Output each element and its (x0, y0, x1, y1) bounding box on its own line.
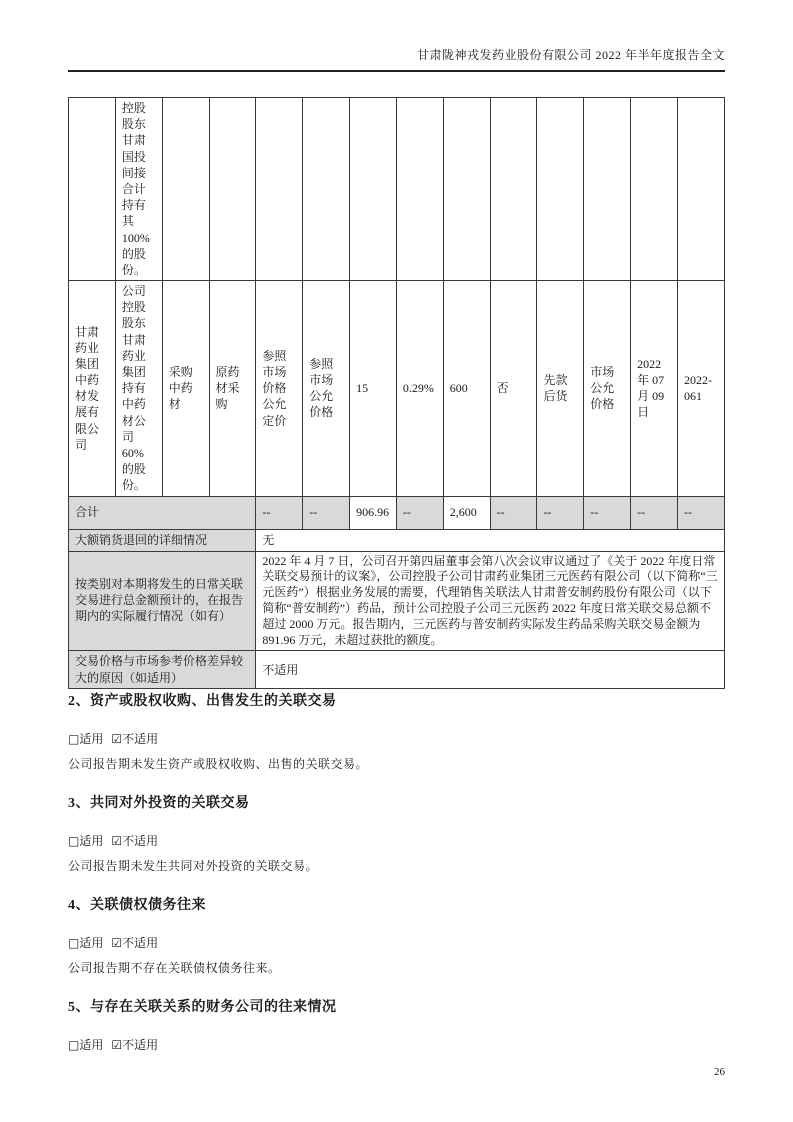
table-row-forecast-performance (69, 551, 725, 651)
cell-empty (209, 98, 256, 281)
section-title: 2、资产或股权收购、出售发生的关联交易 (68, 694, 337, 709)
section-title: 3、共同对外投资的关联交易 (68, 796, 250, 811)
related-party-transactions-table (68, 97, 725, 689)
checkbox-checked-icon: ☑ (111, 936, 123, 950)
cell-empty (584, 98, 631, 281)
cell-party (69, 98, 116, 281)
section-body: 公司报告期未发生共同对外投资的关联交易。 (68, 859, 319, 873)
cell-market-price: -- (584, 496, 631, 529)
applicable-label: 适用 (79, 732, 104, 746)
cell-disclosure-index: -- (677, 496, 724, 529)
cell-ratio: 0.29% (396, 281, 443, 496)
cell-settlement-method: 先款后货 (537, 281, 584, 496)
page-number: 26 (714, 1066, 725, 1078)
applicability-line (68, 730, 725, 747)
cell-disclosure-index: 2022-061 (677, 281, 724, 496)
cell-disclosure-date: 2022 年 07 月 09 日 (631, 281, 678, 496)
section-body: 公司报告期未发生资产或股权收购、出售的关联交易。 (68, 757, 369, 771)
not-applicable-label: 不适用 (122, 732, 159, 746)
section-finance-company-dealings (68, 996, 725, 1053)
cell-detail-label: 交易价格与市场参考价格差异较大的原因（如适用） (69, 651, 256, 688)
cell-total-label: 合计 (69, 496, 256, 529)
table-row-total (69, 496, 725, 529)
checkbox-unchecked-icon: □ (68, 732, 80, 746)
table-row-data (69, 281, 725, 496)
cell-transaction-price: -- (303, 496, 350, 529)
checkbox-checked-icon: ☑ (111, 732, 123, 746)
cell-transaction-price: 参照市场公允价格 (303, 281, 350, 496)
cell-empty (396, 98, 443, 281)
cell-amount: 15 (350, 281, 397, 496)
cell-approved-quota: 600 (443, 281, 490, 496)
applicability-line (68, 934, 725, 951)
cell-empty (162, 98, 209, 281)
cell-settlement-method: -- (537, 496, 584, 529)
applicability-line (68, 832, 725, 849)
not-applicable-label: 不适用 (122, 834, 159, 848)
table-row-continuation (69, 98, 725, 281)
applicability-line (68, 1036, 725, 1053)
cell-pricing-principle: -- (256, 496, 303, 529)
section-related-credits-debts (68, 894, 725, 976)
checkbox-unchecked-icon: □ (68, 1038, 80, 1052)
cell-detail-value: 无 (256, 529, 725, 551)
cell-market-price: 市场公允价格 (584, 281, 631, 496)
cell-empty (303, 98, 350, 281)
cell-over-quota: 否 (490, 281, 537, 496)
section-asset-equity-transactions (68, 690, 725, 772)
checkbox-checked-icon: ☑ (111, 834, 123, 848)
section-title: 4、关联债权债务往来 (68, 898, 206, 913)
section-body: 公司报告期不存在关联债权债务往来。 (68, 961, 281, 975)
cell-empty (350, 98, 397, 281)
sections (68, 670, 725, 1053)
checkbox-unchecked-icon: □ (68, 936, 80, 950)
applicable-label: 适用 (79, 834, 104, 848)
cell-empty (677, 98, 724, 281)
cell-disclosure-date: -- (631, 496, 678, 529)
cell-amount-total: 906.96 (350, 496, 397, 529)
cell-party: 甘肃药业集团中药材发展有限公司 (69, 281, 116, 496)
report-header-title: 甘肃陇神戎发药业股份有限公司 2022 年半年度报告全文 (68, 46, 725, 72)
cell-empty (490, 98, 537, 281)
cell-transaction-type: 采购中药材 (162, 281, 209, 496)
section-title: 5、与存在关联关系的财务公司的往来情况 (68, 1000, 337, 1015)
table-row-sales-returns (69, 529, 725, 551)
cell-detail-value: 不适用 (256, 651, 725, 688)
not-applicable-label: 不适用 (122, 936, 159, 950)
cell-approved-quota-total: 2,600 (443, 496, 490, 529)
section-joint-investment (68, 792, 725, 874)
cell-relationship: 控股股东甘肃国投间接合计持有其100%的股份。 (115, 98, 162, 281)
cell-ratio: -- (396, 496, 443, 529)
cell-relationship: 公司控股股东甘肃药业集团持有中药材公司60%的股份。 (115, 281, 162, 496)
cell-detail-label: 大额销货退回的详细情况 (69, 529, 256, 551)
cell-over-quota: -- (490, 496, 537, 529)
not-applicable-label: 不适用 (122, 1038, 159, 1052)
cell-pricing-principle: 参照市场价格公允定价 (256, 281, 303, 496)
cell-empty (256, 98, 303, 281)
cell-empty (537, 98, 584, 281)
checkbox-checked-icon: ☑ (111, 1038, 123, 1052)
cell-empty (631, 98, 678, 281)
cell-transaction-content: 原药材采购 (209, 281, 256, 496)
applicable-label: 适用 (79, 936, 104, 950)
cell-detail-value: 2022 年 4 月 7 日，公司召开第四届董事会第八次会议审议通过了《关于 2022 年度日常关联交易预计的议案》，公司控股子公司甘肃药业集团三元医药有限公司（以下简称“三元医药”）根据业务发展的需要，代理销售关联法人甘肃普安制药股份有限公司（以下简称“普安制药”）药品，预计公司控股子公司三元医药 2022 年度日常关联交易总额不超过 2000 万元。报告期内，三元医药与普安制药实际发生药品采购关联交易金额为 891.96 万元，未超过获批的额度。 (256, 551, 725, 651)
checkbox-unchecked-icon: □ (68, 834, 80, 848)
applicable-label: 适用 (79, 1038, 104, 1052)
cell-empty (443, 98, 490, 281)
cell-detail-label: 按类别对本期将发生的日常关联交易进行总金额预计的，在报告期内的实际履行情况（如有） (69, 551, 256, 651)
